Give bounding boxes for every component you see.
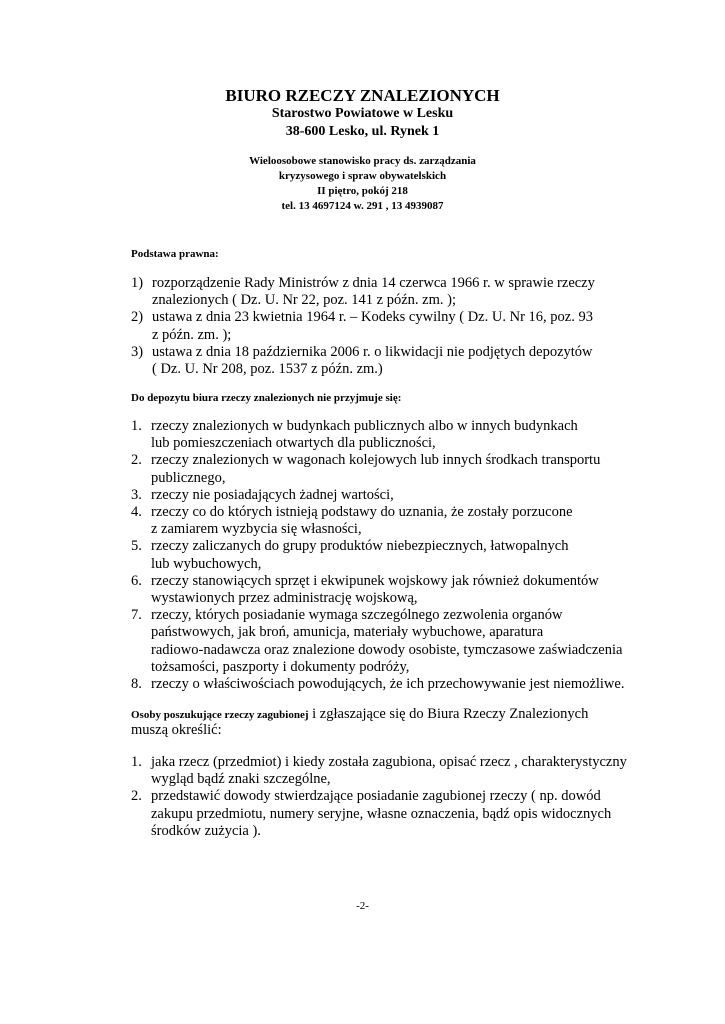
list-item-line: rozporządzenie Rady Ministrów z dnia 14 czerwca 1966 r. w sprawie rzeczy [152,275,595,291]
list-item-line: rzeczy stanowiących sprzęt i ekwipunek wojskowy jak również dokumentów [151,572,599,589]
list-item-line: państwowych, jak broń, amunicja, materiały wybuchowe, aparatura [151,624,544,641]
list-item-number: 3) [131,343,144,360]
seekers-heading-rest: i zgłaszające się do Biura Rzeczy Znalezionych [308,706,589,722]
list-item-number: 4. [131,504,142,520]
list-item-line: lub wybuchowych, [151,555,262,572]
list-item-number: 2. [131,452,142,469]
list-item-line: tożsamości, paszporty i dokumenty podróży, [151,658,410,675]
list-item-line: rzeczy znalezionych w budynkach publicznych albo w innych budynkach [151,418,578,434]
list-item-line: rzeczy zaliczanych do grupy produktów niebezpiecznych, łatwopalnych [151,538,569,555]
list-item-line: jaka rzecz (przedmiot) i kiedy została zagubiona, opisać rzecz , charakterystyczny [151,754,627,770]
list-item-line: ( Dz. U. Nr 208, poz. 1537 z późn. zm.) [152,361,383,377]
list-item-line: publicznego, [151,469,226,486]
list-item-number: 1. [131,418,142,434]
list-item-line: lub pomieszczeniach otwartych dla publiczności, [151,435,436,452]
list-item-number: 3. [131,486,142,503]
list-item-number: 2. [131,788,142,805]
org-address: 38-600 Lesko, ul. Rynek 1 [285,124,440,139]
list-item-line: rzeczy znalezionych w wagonach kolejowych lub innych środkach transportu [151,452,601,469]
list-item-line: z zamiarem wyzbycia się własności, [151,521,362,538]
seekers-heading-bold: Osoby poszukujące rzeczy zagubionej [131,709,309,721]
position-line-2: kryzysowego i spraw obywatelskich [278,170,447,182]
list-item-line: znalezionych ( Dz. U. Nr 22, poz. 141 z późn. zm. ); [152,292,456,309]
list-item-line: rzeczy o właściwościach powodujących, że ich przechowywanie jest niemożliwe. [151,676,625,692]
seekers-heading-line-2: muszą określić: [131,722,222,738]
position-line-1: Wieloosobowe stanowisko pracy ds. zarządzania [249,155,476,167]
list-item-line: z późn. zm. ); [152,326,232,343]
list-item-number: 5. [131,538,142,555]
list-item-number: 7. [131,607,142,624]
not-accepted-heading: Do depozytu biura rzeczy znalezionych nie przyjmuje się: [131,392,402,404]
legal-basis-heading: Podstawa prawna: [131,248,219,260]
list-item-number: 8. [131,676,142,692]
list-item-line: zakupu przedmiotu, numery seryjne, własne oznaczenia, bądź opis widocznych [151,805,612,822]
list-item-line: przedstawić dowody stwierdzające posiadanie zagubionej rzeczy ( np. dowód [151,788,601,805]
list-item-line: ustawa z dnia 18 października 2006 r. o likwidacji nie podjętych depozytów [152,343,593,360]
room-info: II piętro, pokój 218 [317,185,408,197]
page-number: -2- [356,900,369,912]
list-item-number: 1. [131,754,142,770]
org-name: Starostwo Powiatowe w Lesku [271,106,454,121]
list-item-line: wystawionych przez administrację wojskową, [151,590,418,606]
phone-info: tel. 13 4697124 w. 291 , 13 4939087 [281,200,444,212]
list-item-number: 6. [131,572,142,589]
list-item-line: rzeczy co do których istnieją podstawy do uznania, że zostały porzucone [151,504,573,520]
list-item-line: rzeczy, których posiadanie wymaga szczególnego zezwolenia organów [151,607,563,624]
list-item-line: rzeczy nie posiadających żadnej wartości, [151,486,394,503]
list-item-line: ustawa z dnia 23 kwietnia 1964 r. – Kodeks cywilny ( Dz. U. Nr 16, poz. 93 [152,309,593,326]
list-item-line: radiowo-nadawcza oraz znalezione dowody osobiste, tymczasowe zaświadczenia [151,641,623,658]
list-item-line: wygląd bądź znaki szczególne, [151,771,331,788]
page-title: BIURO RZECZY ZNALEZIONYCH [225,86,500,105]
list-item-line: środków zużycia ). [151,822,261,839]
list-item-number: 1) [131,275,144,291]
list-item-number: 2) [131,309,144,326]
